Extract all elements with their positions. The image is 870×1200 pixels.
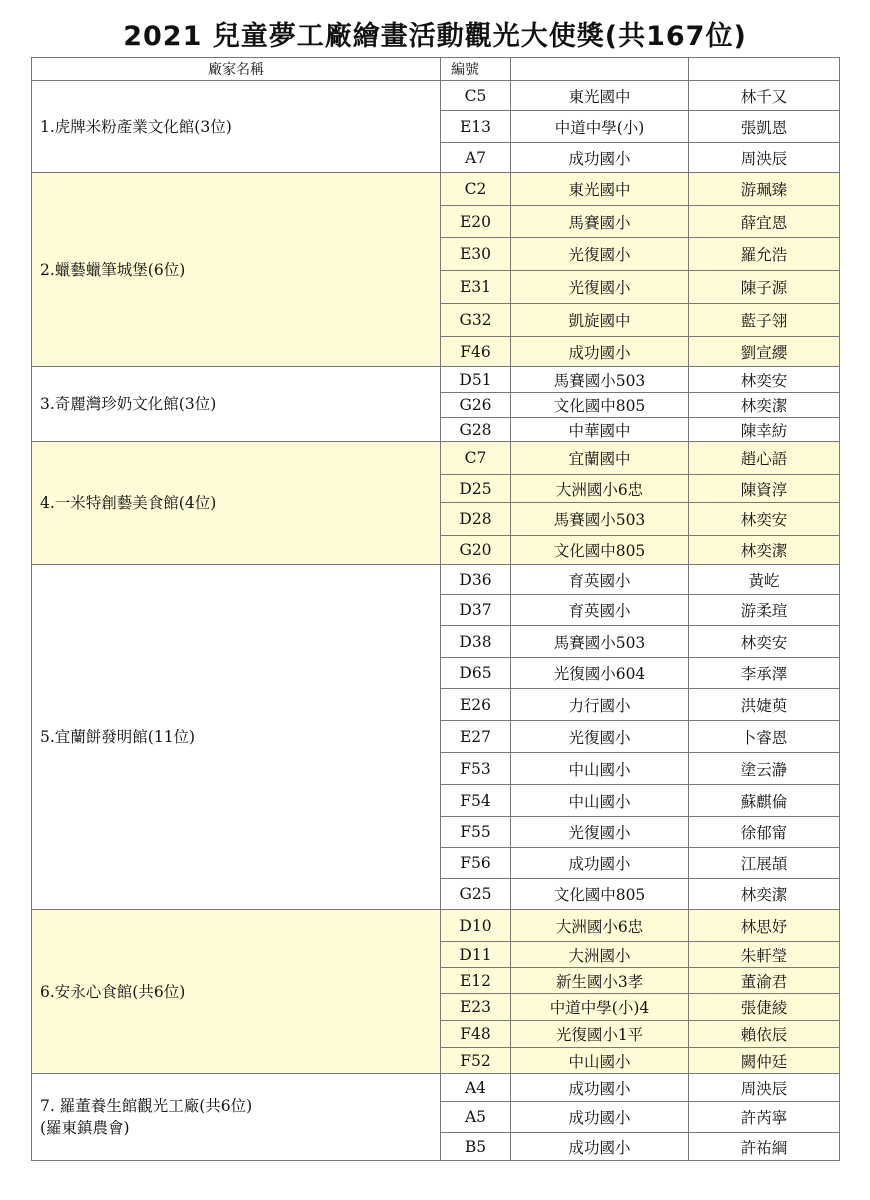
- entry-code: B5: [441, 1133, 511, 1161]
- school-name: 光復國小: [511, 817, 689, 848]
- factory-name: 1.虎牌米粉產業文化館(3位): [32, 81, 441, 173]
- school-name: 宜蘭國中: [511, 442, 689, 475]
- entry-code: E23: [441, 994, 511, 1021]
- table-row: [32, 367, 840, 393]
- school-name: 中山國小: [511, 753, 689, 785]
- school-name: 大洲國小6忠: [511, 475, 689, 503]
- entry-code: C7: [441, 442, 511, 475]
- person-name: 江展頡: [689, 848, 840, 879]
- school-name: 馬賽國小: [511, 206, 689, 238]
- factory-name: 3.奇麗灣珍奶文化館(3位): [32, 367, 441, 442]
- entry-code: F48: [441, 1021, 511, 1048]
- person-name: 林奕潔: [689, 879, 840, 910]
- entry-code: D37: [441, 595, 511, 626]
- entry-code: D38: [441, 626, 511, 658]
- entry-code: E26: [441, 689, 511, 721]
- person-name: 藍子翎: [689, 304, 840, 337]
- header-factory: 廠家名稱: [32, 58, 441, 81]
- table-header-row: [32, 58, 840, 81]
- entry-code: G32: [441, 304, 511, 337]
- person-name: 賴依辰: [689, 1021, 840, 1048]
- school-name: 成功國小: [511, 143, 689, 173]
- school-name: 光復國小: [511, 238, 689, 271]
- person-name: 朱軒瑩: [689, 942, 840, 968]
- header-code: 編號: [441, 58, 511, 81]
- school-name: 馬賽國小503: [511, 367, 689, 393]
- table-row: [32, 173, 840, 206]
- entry-code: D51: [441, 367, 511, 393]
- entry-code: E31: [441, 271, 511, 304]
- entry-code: A5: [441, 1102, 511, 1133]
- table-row: [32, 910, 840, 942]
- school-name: 成功國小: [511, 1133, 689, 1161]
- school-name: 中山國小: [511, 785, 689, 817]
- person-name: 林千又: [689, 81, 840, 111]
- entry-code: D65: [441, 658, 511, 689]
- person-name: 張凱恩: [689, 111, 840, 143]
- entry-code: F52: [441, 1048, 511, 1074]
- school-name: 東光國中: [511, 173, 689, 206]
- person-name: 塗云瀞: [689, 753, 840, 785]
- entry-code: F54: [441, 785, 511, 817]
- factory-name: 5.宜蘭餅發明館(11位): [32, 565, 441, 910]
- person-name: 蘇麒倫: [689, 785, 840, 817]
- table-row: [32, 1074, 840, 1102]
- school-name: 力行國小: [511, 689, 689, 721]
- school-name: 馬賽國小503: [511, 626, 689, 658]
- entry-code: G20: [441, 536, 511, 565]
- person-name: 陳資淳: [689, 475, 840, 503]
- school-name: 中華國中: [511, 418, 689, 442]
- person-name: 許祐綱: [689, 1133, 840, 1161]
- header-school: [511, 58, 689, 81]
- entry-code: E12: [441, 968, 511, 994]
- school-name: 中道中學(小): [511, 111, 689, 143]
- school-name: 光復國小: [511, 271, 689, 304]
- entry-code: G25: [441, 879, 511, 910]
- person-name: 張倢綾: [689, 994, 840, 1021]
- entry-code: E20: [441, 206, 511, 238]
- table-row: [32, 442, 840, 475]
- award-table: [31, 57, 840, 1161]
- entry-code: G26: [441, 393, 511, 418]
- header-person: [689, 58, 840, 81]
- person-name: 李承澤: [689, 658, 840, 689]
- person-name: 周泱辰: [689, 143, 840, 173]
- school-name: 凱旋國中: [511, 304, 689, 337]
- entry-code: D11: [441, 942, 511, 968]
- school-name: 大洲國小6忠: [511, 910, 689, 942]
- school-name: 育英國小: [511, 565, 689, 595]
- school-name: 光復國小1平: [511, 1021, 689, 1048]
- person-name: 游珮臻: [689, 173, 840, 206]
- entry-code: D36: [441, 565, 511, 595]
- entry-code: A7: [441, 143, 511, 173]
- factory-name: 6.安永心食館(共6位): [32, 910, 441, 1074]
- school-name: 文化國中805: [511, 879, 689, 910]
- school-name: 育英國小: [511, 595, 689, 626]
- person-name: 羅允浩: [689, 238, 840, 271]
- school-name: 成功國小: [511, 337, 689, 367]
- person-name: 林奕潔: [689, 536, 840, 565]
- entry-code: D10: [441, 910, 511, 942]
- entry-code: D25: [441, 475, 511, 503]
- person-name: 劉宣纓: [689, 337, 840, 367]
- page-title: 2021 兒童夢工廠繪畫活動觀光大使獎(共167位): [123, 21, 747, 52]
- school-name: 成功國小: [511, 1102, 689, 1133]
- school-name: 大洲國小: [511, 942, 689, 968]
- entry-code: F55: [441, 817, 511, 848]
- person-name: 周泱辰: [689, 1074, 840, 1102]
- school-name: 文化國中805: [511, 393, 689, 418]
- entry-code: F56: [441, 848, 511, 879]
- person-name: 許芮寧: [689, 1102, 840, 1133]
- person-name: 洪婕萸: [689, 689, 840, 721]
- school-name: 光復國小604: [511, 658, 689, 689]
- person-name: 林奕安: [689, 503, 840, 536]
- person-name: 林思妤: [689, 910, 840, 942]
- person-name: 陳幸紡: [689, 418, 840, 442]
- school-name: 光復國小: [511, 721, 689, 753]
- school-name: 成功國小: [511, 1074, 689, 1102]
- person-name: 闕仲廷: [689, 1048, 840, 1074]
- entry-code: F46: [441, 337, 511, 367]
- entry-code: D28: [441, 503, 511, 536]
- person-name: 薛宜恩: [689, 206, 840, 238]
- school-name: 新生國小3孝: [511, 968, 689, 994]
- school-name: 文化國中805: [511, 536, 689, 565]
- person-name: 林奕安: [689, 626, 840, 658]
- person-name: 陳子源: [689, 271, 840, 304]
- entry-code: A4: [441, 1074, 511, 1102]
- entry-code: C2: [441, 173, 511, 206]
- table-row: [32, 81, 840, 111]
- person-name: 游柔瑄: [689, 595, 840, 626]
- person-name: 卜睿恩: [689, 721, 840, 753]
- entry-code: F53: [441, 753, 511, 785]
- person-name: 黃屹: [689, 565, 840, 595]
- entry-code: E30: [441, 238, 511, 271]
- school-name: 成功國小: [511, 848, 689, 879]
- person-name: 林奕安: [689, 367, 840, 393]
- entry-code: G28: [441, 418, 511, 442]
- factory-name: 7. 羅董養生館觀光工廠(共6位) (羅東鎮農會): [32, 1074, 441, 1161]
- person-name: 趙心語: [689, 442, 840, 475]
- award-table-body: [32, 81, 840, 1161]
- school-name: 中山國小: [511, 1048, 689, 1074]
- person-name: 林奕潔: [689, 393, 840, 418]
- factory-name: 4.一米特創藝美食館(4位): [32, 442, 441, 565]
- entry-code: E13: [441, 111, 511, 143]
- factory-name: 2.蠟藝蠟筆城堡(6位): [32, 173, 441, 367]
- school-name: 馬賽國小503: [511, 503, 689, 536]
- school-name: 中道中學(小)4: [511, 994, 689, 1021]
- person-name: 徐郁甯: [689, 817, 840, 848]
- person-name: 董渝君: [689, 968, 840, 994]
- school-name: 東光國中: [511, 81, 689, 111]
- entry-code: E27: [441, 721, 511, 753]
- table-row: [32, 565, 840, 595]
- entry-code: C5: [441, 81, 511, 111]
